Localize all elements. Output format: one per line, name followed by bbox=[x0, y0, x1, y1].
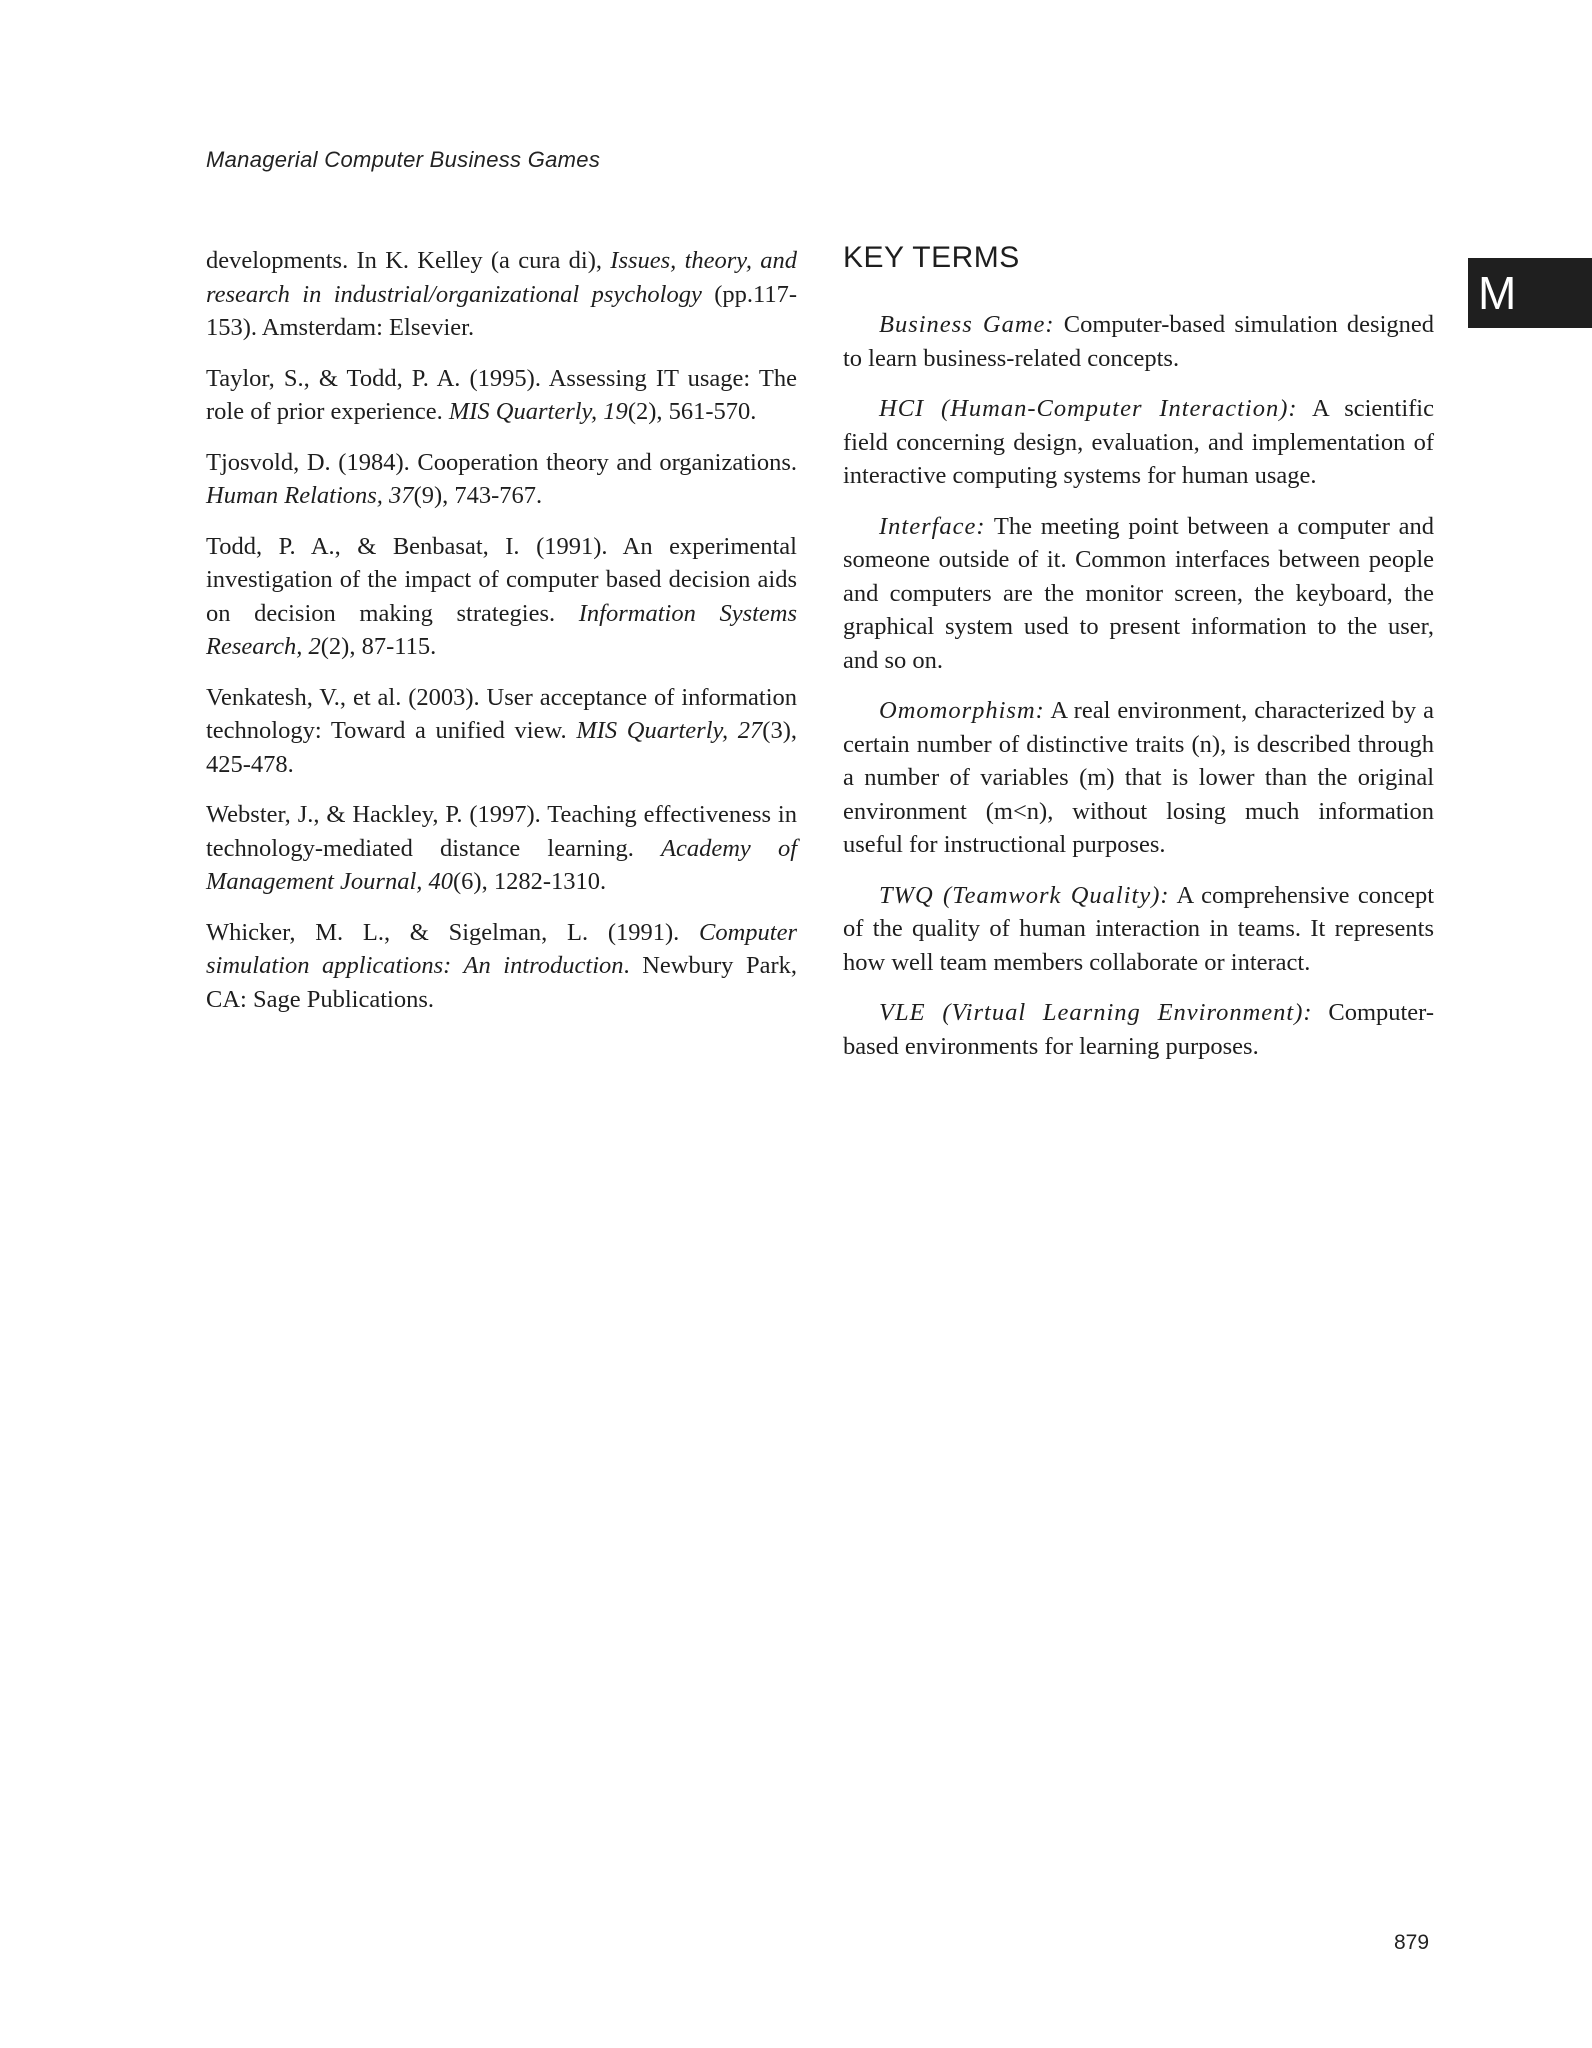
key-term-definition: A real environment, characterized by a certain number of distinctive traits (n), is described through a number of variables (m) that is lower than the original environment (m<n), without losing much information useful for instructional purposes. bbox=[843, 697, 1434, 858]
key-term-definition: The meeting point between a computer and someone outside of it. Common interfaces between people and computers are the monitor screen, the keyboard, the graphical system used to present information to the user, and so on. bbox=[843, 512, 1434, 674]
reference-entry: Whicker, M. L., & Sigelman, L. (1991). Computer simulation applications: An introduction. Newbury Park, CA: Sage Publications. bbox=[206, 918, 798, 1013]
key-term-name: VLE (Virtual Learning Environment): bbox=[879, 999, 1313, 1026]
key-term-name: Business Game: bbox=[879, 311, 1055, 338]
key-terms-heading: KEY TERMS bbox=[843, 241, 1020, 274]
key-term-definition: Computer-based environments for learning purposes. bbox=[843, 999, 1435, 1060]
reference-entry: developments. In K. Kelley (a cura di), Issues, theory, and research in industrial/organizational psychology (pp.117-153). Amsterdam: Elsevier. bbox=[206, 247, 797, 341]
reference-entry: Taylor, S., & Todd, P. A. (1995). Assessing IT usage: The role of prior experience. MIS Quarterly, 19(2), 561-570. bbox=[206, 364, 797, 425]
key-term-definition: A comprehensive concept of the quality of human interaction in teams. It represents how well team members collaborate or interact. bbox=[843, 881, 1434, 976]
reference-entry: Tjosvold, D. (1984). Cooperation theory and organizations. Human Relations, 37(9), 743-767. bbox=[206, 448, 797, 509]
key-term-entry bbox=[843, 996, 1434, 1063]
running-header: Managerial Computer Business Games bbox=[206, 147, 601, 172]
key-term-name: HCI (Human-Computer Interaction): bbox=[879, 395, 1298, 422]
key-term-name: Omomorphism: bbox=[879, 697, 1045, 724]
key-term-entry bbox=[843, 879, 1434, 980]
section-tab-marker: M bbox=[1468, 258, 1592, 328]
page-number: 879 bbox=[1394, 1931, 1430, 1954]
reference-entry: Webster, J., & Hackley, P. (1997). Teaching effectiveness in technology-mediated distance learning. Academy of Management Journal, 40(6), 1282-1310. bbox=[206, 801, 798, 895]
reference-entry: Todd, P. A., & Benbasat, I. (1991). An experimental investigation of the impact of computer based decision aids on decision making strategies. Information Systems Research, 2(2), 87-115. bbox=[206, 532, 798, 660]
key-term-name: Interface: bbox=[879, 512, 986, 540]
references-column bbox=[206, 244, 797, 1033]
key-term-definition: Computer-based simulation designed to learn business-related concepts. bbox=[843, 311, 1434, 372]
key-term-entry bbox=[843, 694, 1434, 862]
key-term-entry bbox=[843, 392, 1434, 493]
key-terms-column bbox=[843, 238, 1434, 1080]
key-term-name: TWQ (Teamwork Quality): bbox=[879, 881, 1170, 909]
key-term-definition: A scientific field concerning design, evaluation, and implementation of interactive computing systems for human usage. bbox=[843, 395, 1434, 489]
reference-entry: Venkatesh, V., et al. (2003). User acceptance of information technology: Toward a unified view. MIS Quarterly, 27(3), 425-478. bbox=[206, 683, 797, 778]
key-term-entry bbox=[843, 308, 1434, 375]
key-term-entry bbox=[843, 510, 1434, 678]
